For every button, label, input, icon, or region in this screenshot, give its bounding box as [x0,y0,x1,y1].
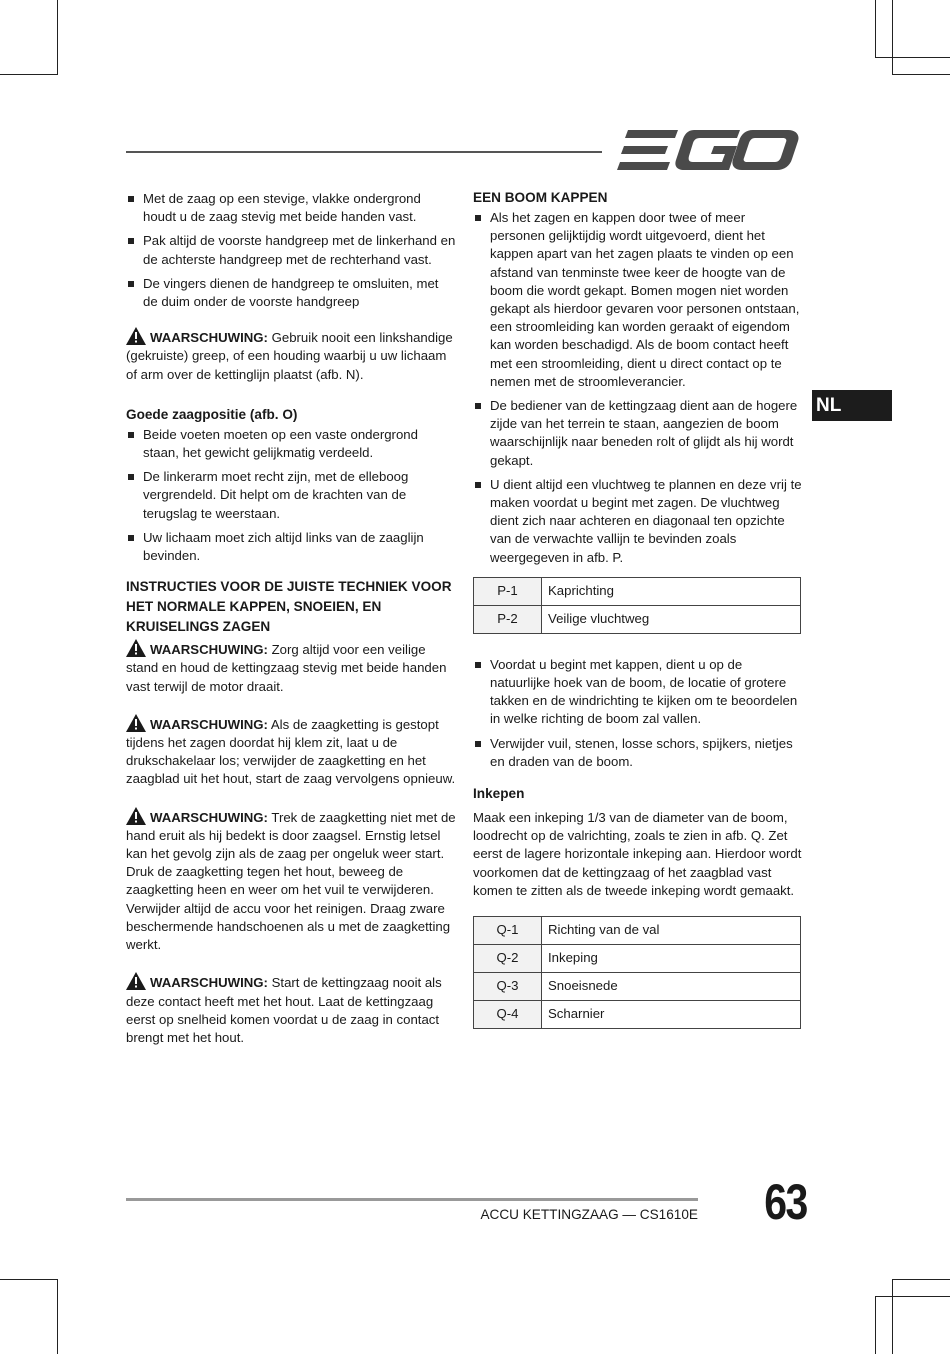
warning-text: Trek de zaagketting niet met de hand eruit als hij bedekt is door zaagsel. Ernstig letsel kan het gevolg zijn als de zaag per ongeluk weer start. Druk de zaagketting tegen het hout, beweeg de zaagketting heen en weer om het vuil te verwijderen. Verwijder altijd de accu voor het reinigen. Draag zware beschermende handschoenen als u met de zaagketting werkt. [126,809,456,953]
crop-mark [892,1279,893,1354]
warning-triangle-icon [126,807,146,825]
warning-block [126,807,456,955]
list-item: U dient altijd een vluchtweg te plannen en deze vrij te maken voordat u begint met zagen. De vluchtweg dient zich naar achteren en diagonaal ten opzichte van de verwachte vallijn te bevinden zoals weergegeven in afb. P. [473,476,803,567]
legend-value: Kaprichting [542,577,801,605]
page-number: 63 [764,1174,807,1230]
legend-key: Q-3 [474,973,542,1001]
list-item: Beide voeten moeten op een vaste ondergrond staan, het gewicht gelijkmatig verdeeld. [126,426,456,462]
warning-block [126,327,456,384]
legend-key: P-1 [474,577,542,605]
warning-text: Als de zaagketting is gestopt tijdens het zagen doordat hij klem zit, laat u de drukschakelaar los; verwijder de zaagketting en het zaagblad uit het hout, start de zaag vervolgens opnieuw. [126,716,456,787]
section-heading: Goede zaagpositie (afb. O) [126,406,298,422]
warning-label: WAARSCHUWING: [150,975,268,991]
warning-triangle-icon [126,972,146,990]
crop-mark [892,74,950,75]
felling-bullet-list [473,209,803,567]
table-row [474,1001,801,1029]
ego-logo [616,128,800,174]
crop-mark [892,1279,950,1280]
warning-text: Gebruik nooit een linkshandige (gekruiste) greep, of een houding waarbij u uw lichaam of arm over de kettinglijn plaatst (afb. N). [126,330,453,382]
crop-mark [892,0,893,75]
legend-value: Richting van de val [542,917,801,945]
warning-block [126,972,456,1047]
list-item: De linkerarm moet recht zijn, met de elleboog vergrendeld. Dit helpt om de krachten van de terugslag te weerstaan. [126,468,456,523]
list-item: Met de zaag op een stevige, vlakke ondergrond houdt u de zaag stevig met beide handen vast. [126,190,456,226]
notch-paragraph: Maak een inkeping 1/3 van de diameter van de boom, loodrecht op de valrichting, zoals te zien in afb. Q. Zet eerst de lagere horizontale inkeping aan. Hierdoor wordt voorkomen dat de kettingzaag of het zaagblad vast komen te zitten als de tweede inkeping wordt gemaakt. [473,810,802,898]
footer-title: ACCU KETTINGZAAG — CS1610E [480,1207,698,1222]
warning-text: Start de kettingzaag nooit als deze contact heeft met het hout. Laat de kettingzaag eerst op snelheid komen voordat u de zaag in contact brengt met het hout. [126,975,442,1045]
legend-key: Q-4 [474,1001,542,1029]
legend-value: Scharnier [542,1001,801,1029]
crop-mark [875,1296,876,1354]
language-tab: NL [812,390,892,421]
right-column [473,189,803,1029]
legend-key: P-2 [474,605,542,633]
warning-text: Zorg altijd voor een veilige stand en houd de kettingzaag stevig met beide handen vast terwijl de motor draait. [126,642,447,694]
list-item: Pak altijd de voorste handgreep met de linkerhand en de achterste handgreep met de rechterhand vast. [126,232,456,268]
after-table-bullet-list [473,656,803,771]
legend-value: Snoeisnede [542,973,801,1001]
intro-bullet-list [126,190,456,311]
footer-rule [126,1198,698,1201]
legend-table-q [473,916,801,1029]
legend-table-p [473,577,801,634]
warning-triangle-icon [126,327,146,345]
crop-mark [875,57,950,58]
list-item: Uw lichaam moet zich altijd links van de zaaglijn bevinden. [126,529,456,565]
section-heading: Inkepen [473,786,525,802]
section-heading: INSTRUCTIES VOOR DE JUISTE TECHNIEK VOOR HET NORMALE KAPPEN, SNOEIEN, EN KRUISELINGS ZAGEN [126,579,452,635]
table-row [474,577,801,605]
legend-value: Veilige vluchtweg [542,605,801,633]
list-item: Verwijder vuil, stenen, losse schors, spijkers, nietjes en draden van de boom. [473,735,803,771]
warning-label: WAARSCHUWING: [150,642,268,658]
warning-triangle-icon [126,714,146,732]
legend-key: Q-1 [474,917,542,945]
crop-mark [57,0,58,75]
warning-label: WAARSCHUWING: [150,330,268,346]
warning-triangle-icon [126,639,146,657]
crop-mark [57,1279,58,1354]
legend-value: Inkeping [542,945,801,973]
left-column [126,190,456,1065]
legend-key: Q-2 [474,945,542,973]
section-heading: EEN BOOM KAPPEN [473,190,608,205]
stance-bullet-list [126,426,456,565]
header-rule [126,151,602,153]
warning-label: WAARSCHUWING: [150,716,268,732]
crop-mark [0,1279,58,1280]
table-row [474,605,801,633]
table-row [474,945,801,973]
warning-block [126,639,456,696]
table-row [474,973,801,1001]
warning-block [126,714,456,789]
list-item: De vingers dienen de handgreep te omsluiten, met de duim onder de voorste handgreep [126,275,456,311]
crop-mark [875,0,876,58]
warning-label: WAARSCHUWING: [150,809,268,825]
list-item: De bediener van de kettingzaag dient aan de hogere zijde van het terrein te staan, aangezien de boom waarschijnlijk naar beneden rolt of glijdt als hij wordt gekapt. [473,397,803,470]
table-row [474,917,801,945]
crop-mark [875,1296,950,1297]
crop-mark [0,74,58,75]
list-item: Als het zagen en kappen door twee of meer personen gelijktijdig wordt uitgevoerd, dient het kappen apart van het zagen plaats te vinden op een afstand van tenminste twee keer de hoogte van de boom die wordt gekapt. Bomen mogen niet worden gekapt als hierdoor gevaren voor personen ontstaan, een stroomleiding kan worden geraakt of eigendom kan worden beschadigd. Als de boom contact heeft met een stroomleiding, dient u direct contact op te nemen met de stroomleverancier. [473,209,803,391]
list-item: Voordat u begint met kappen, dient u op de natuurlijke hoek van de boom, de locatie of grotere takken en de windrichting te kijken om te beoordelen in welke richting de boom zal vallen. [473,656,803,729]
